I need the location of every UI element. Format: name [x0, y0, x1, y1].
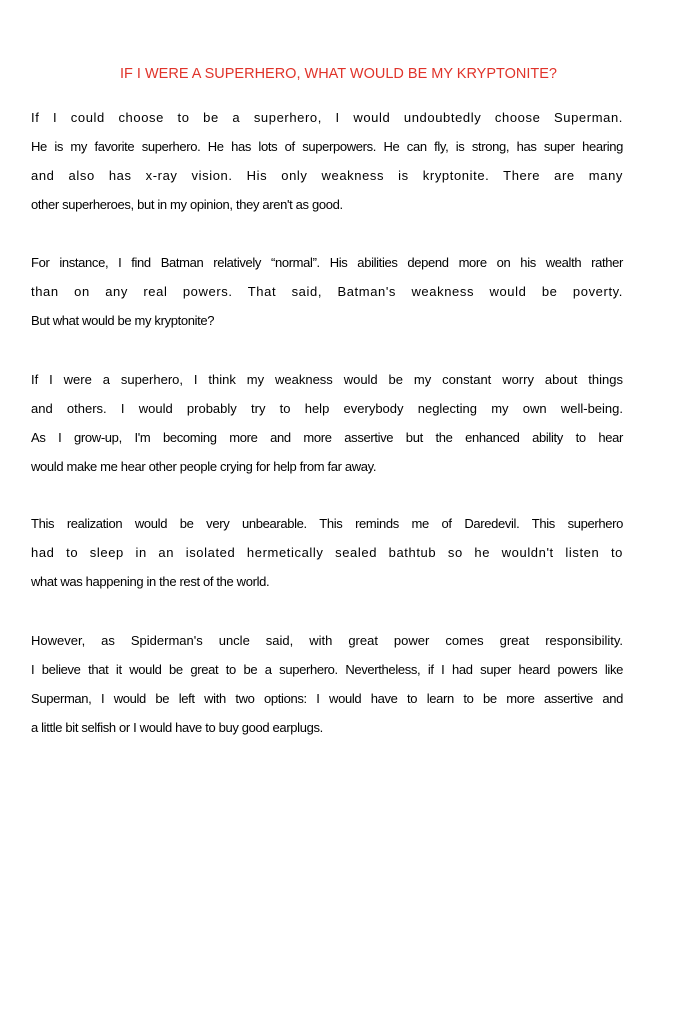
paragraph-line: He is my favorite superhero. He has lots of superpowers. He can fly, is strong, has super hearing — [31, 139, 623, 154]
paragraph-line: what was happening in the rest of the world. — [31, 574, 270, 589]
paragraph-line: a little bit selfish or I would have to buy good earplugs. — [31, 720, 323, 735]
paragraph-line: If I could choose to be a superhero, I would undoubtedly choose Superman. — [31, 110, 623, 125]
paragraph-line: I believe that it would be great to be a superhero. Nevertheless, if I had super heard powers like — [31, 662, 623, 677]
paragraph-2 — [31, 248, 623, 335]
paragraph-line: Superman, I would be left with two options: I would have to learn to be more assertive and — [31, 691, 623, 706]
paragraph-line: and also has x-ray vision. His only weakness is kryptonite. There are many — [31, 168, 623, 183]
paragraph-1 — [31, 103, 623, 219]
paragraph-4 — [31, 509, 623, 596]
paragraph-line: However, as Spiderman's uncle said, with great power comes great responsibility. — [31, 633, 623, 648]
paragraph-line: If I were a superhero, I think my weakness would be my constant worry about things — [31, 372, 623, 387]
document-title: IF I WERE A SUPERHERO, WHAT WOULD BE MY KRYPTONITE? — [120, 66, 557, 82]
paragraph-line: As I grow-up, I'm becoming more and more assertive but the enhanced ability to hear — [31, 430, 623, 445]
paragraph-line: For instance, I find Batman relatively “normal”. His abilities depend more on his wealth rather — [31, 255, 623, 270]
paragraph-line: other superheroes, but in my opinion, they aren't as good. — [31, 197, 343, 212]
paragraph-line: than on any real powers. That said, Batman's weakness would be poverty. — [31, 284, 623, 299]
paragraph-line: and others. I would probably try to help everybody neglecting my own well-being. — [31, 401, 623, 416]
paragraph-3 — [31, 365, 623, 481]
paragraph-line: had to sleep in an isolated hermetically sealed bathtub so he wouldn't listen to — [31, 545, 623, 560]
paragraph-line: would make me hear other people crying for help from far away. — [31, 459, 377, 474]
paragraph-line: But what would be my kryptonite? — [31, 313, 215, 328]
paragraph-5 — [31, 626, 623, 742]
paragraph-line: This realization would be very unbearable. This reminds me of Daredevil. This superhero — [31, 516, 623, 531]
